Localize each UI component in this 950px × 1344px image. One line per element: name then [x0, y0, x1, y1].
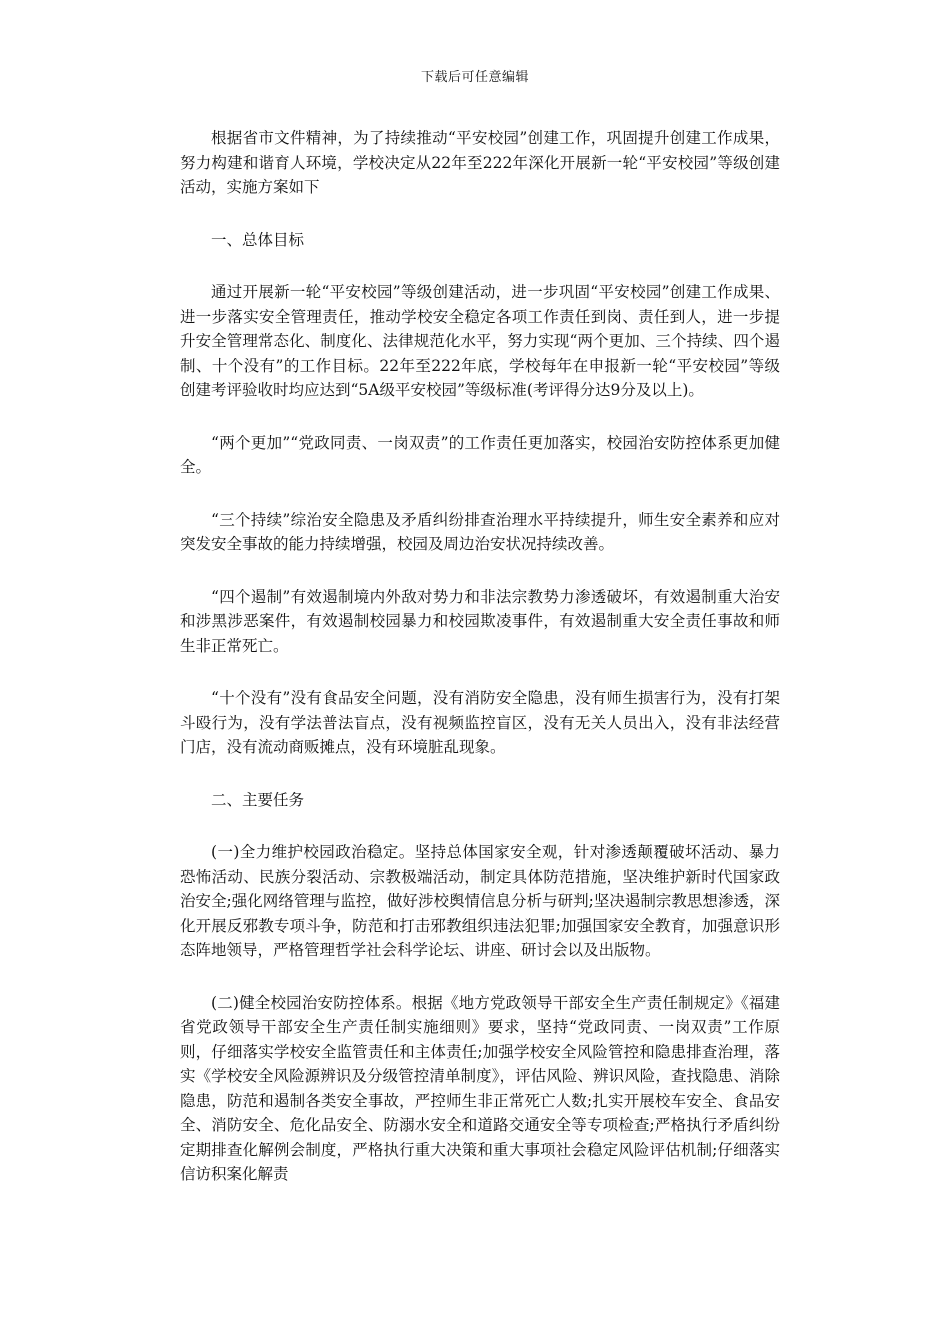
- section-1-paragraph-4: “四个遏制”有效遏制境内外敌对势力和非法宗教势力渗透破坏，有效遏制重大治安和涉黑涉恶案件，有效遏制校园暴力和校园欺凌事件，有效遏制重大安全责任事故和师生非正常死亡。: [180, 587, 780, 655]
- section-1-paragraph-2: “两个更加”“党政同责、一岗双责”的工作责任更加落实，校园治安防控体系更加健全。: [180, 433, 780, 476]
- section-1-paragraph-5: “十个没有”没有食品安全问题，没有消防安全隐患，没有师生损害行为，没有打架斗殴行为，没有学法普法盲点，没有视频监控盲区，没有无关人员出入，没有非法经营门店，没有流动商贩摊点，没有环境脏乱现象。: [180, 689, 780, 756]
- section-2-paragraph-1: (一)全力维护校园政治稳定。坚持总体国家安全观，针对渗透颠覆破坏活动、暴力恐怖活动、民族分裂活动、宗教极端活动，制定具体防范措施，坚决维护新时代国家政治安全;强化网络管理与监控，做好涉校舆情信息分析与研判;坚决遏制宗教思想渗透，深化开展反邪教专项斗争，防范和打击邪教组织违法犯罪;加强国家安全教育，加强意识形态阵地领导，严格管理哲学社会科学论坛、讲座、研讨会以及出版物。: [180, 843, 780, 959]
- section-2-title: 二、主要任务: [211, 790, 305, 809]
- section-2-paragraph-2: (二)健全校园治安防控体系。根据《地方党政领导干部安全生产责任制规定》《福建省党政领导干部安全生产责任制实施细则》要求，坚持“党政同责、一岗双责”工作原则，仔细落实学校安全监管责任和主体责任;加强学校安全风险管控和隐患排查治理，落实《学校安全风险源辨识及分级管控清单制度》，评估风险、辨识风险，查找隐患、消除隐患，防范和遏制各类安全事故，严控师生非正常死亡人数;扎实开展校车安全、食品安全、消防安全、危化品安全、防溺水安全和道路交通安全等专项检查;严格执行矛盾纠纷定期排查化解例会制度，严格执行重大决策和重大事项社会稳定风险评估机制;仔细落实信访积案化解责: [180, 993, 780, 1183]
- intro-paragraph: 根据省市文件精神，为了持续推动“平安校园”创建工作，巩固提升创建工作成果，努力构建和谐育人环境，学校决定从22年至222年深化开展新一轮“平安校园”等级创建活动，实施方案如下: [180, 129, 780, 196]
- section-1-title: 一、总体目标: [211, 230, 305, 249]
- section-1-paragraph-1: 通过开展新一轮“平安校园”等级创建活动，进一步巩固“平安校园”创建工作成果、进一步落实安全管理责任，推动学校安全稳定各项工作责任到岗、责任到人，进一步提升安全管理常态化、制度化、法律规范化水平，努力实现“两个更加、三个持续、四个遏制、十个没有”的工作目标。22年至222年底，学校每年在申报新一轮“平安校园”等级创建考评验收时均应达到“5A级平安校园”等级标准(考评得分达9分及以上)。: [180, 283, 780, 399]
- document-body: [180, 126, 780, 1187]
- header-note: 下载后可任意编辑: [420, 70, 529, 85]
- section-1-paragraph-3: “三个持续”综治安全隐患及矛盾纠纷排查治理水平持续提升，师生安全素养和应对突发安全事故的能力持续增强，校园及周边治安状况持续改善。: [180, 510, 780, 553]
